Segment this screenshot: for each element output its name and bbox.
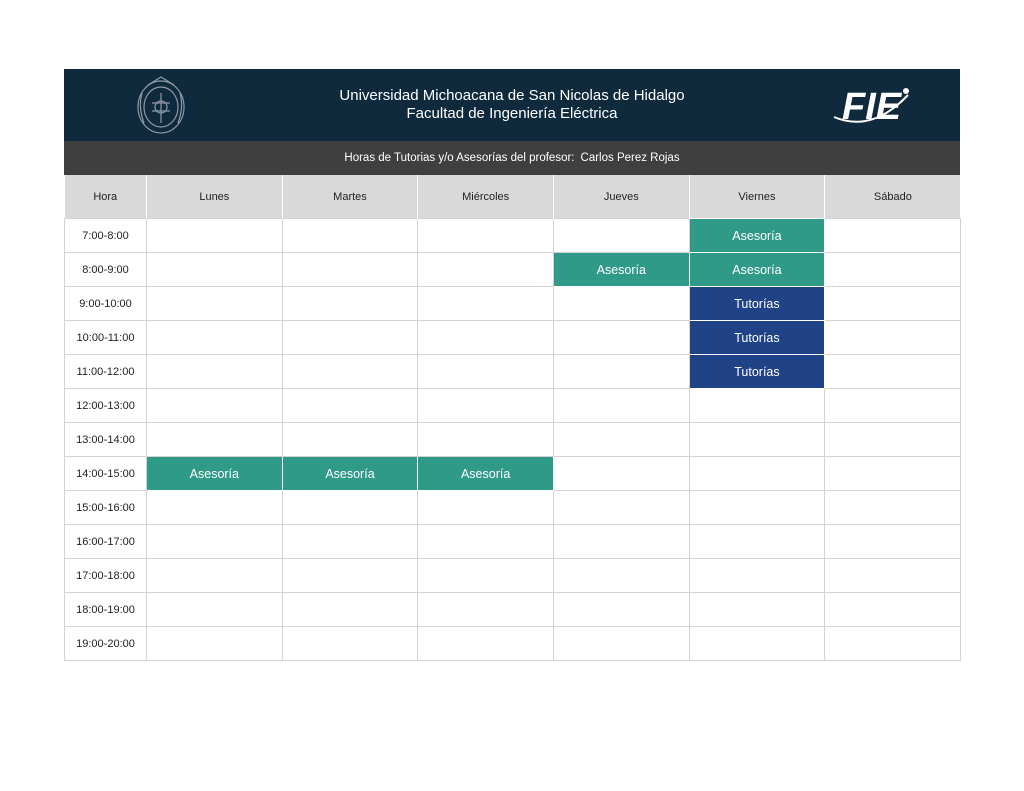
empty-slot [825, 287, 961, 321]
empty-slot [825, 219, 961, 253]
empty-slot [418, 491, 554, 525]
column-header-0: Hora [65, 175, 147, 219]
table-row [65, 525, 961, 559]
empty-slot [825, 593, 961, 627]
empty-slot [282, 627, 418, 661]
professor-name: Carlos Perez Rojas [580, 152, 680, 164]
empty-slot [825, 627, 961, 661]
empty-slot [418, 321, 554, 355]
professor-bar [64, 141, 960, 175]
empty-slot [147, 321, 283, 355]
empty-slot [147, 491, 283, 525]
hour-cell: 10:00-11:00 [65, 321, 147, 355]
hour-cell: 15:00-16:00 [65, 491, 147, 525]
hour-cell: 16:00-17:00 [65, 525, 147, 559]
table-row [65, 219, 961, 253]
empty-slot [147, 559, 283, 593]
schedule-sheet [64, 69, 960, 661]
empty-slot [147, 389, 283, 423]
column-header-5: Viernes [689, 175, 825, 219]
tutoria-slot: Tutorías [689, 287, 825, 321]
empty-slot [553, 219, 689, 253]
empty-slot [282, 423, 418, 457]
empty-slot [418, 389, 554, 423]
professor-label: Horas de Tutorias y/o Asesorías del profesor: [344, 152, 575, 164]
column-header-6: Sábado [825, 175, 961, 219]
hour-cell: 19:00-20:00 [65, 627, 147, 661]
empty-slot [825, 389, 961, 423]
empty-slot [282, 491, 418, 525]
faculty-name: Facultad de Ingeniería Eléctrica [406, 105, 618, 122]
column-header-3: Miércoles [418, 175, 554, 219]
table-row [65, 389, 961, 423]
empty-slot [147, 423, 283, 457]
asesoria-slot: Asesoría [689, 219, 825, 253]
empty-slot [689, 559, 825, 593]
empty-slot [825, 355, 961, 389]
table-row [65, 593, 961, 627]
empty-slot [147, 253, 283, 287]
empty-slot [689, 593, 825, 627]
empty-slot [418, 423, 554, 457]
column-header-4: Jueves [553, 175, 689, 219]
empty-slot [553, 423, 689, 457]
empty-slot [689, 423, 825, 457]
empty-slot [147, 593, 283, 627]
empty-slot [825, 559, 961, 593]
table-row [65, 253, 961, 287]
hour-cell: 17:00-18:00 [65, 559, 147, 593]
fie-logo-text: FIE [842, 86, 902, 128]
empty-slot [418, 287, 554, 321]
empty-slot [418, 559, 554, 593]
table-row [65, 627, 961, 661]
hour-cell: 8:00-9:00 [65, 253, 147, 287]
empty-slot [689, 457, 825, 491]
empty-slot [553, 389, 689, 423]
empty-slot [418, 253, 554, 287]
schedule-table [64, 175, 961, 661]
column-header-2: Martes [282, 175, 418, 219]
empty-slot [689, 491, 825, 525]
fie-logo-icon [832, 77, 912, 133]
empty-slot [553, 491, 689, 525]
university-name: Universidad Michoacana de San Nicolas de Hidalgo [339, 87, 685, 104]
empty-slot [825, 491, 961, 525]
hour-cell: 12:00-13:00 [65, 389, 147, 423]
empty-slot [553, 627, 689, 661]
table-row [65, 423, 961, 457]
empty-slot [825, 423, 961, 457]
empty-slot [825, 321, 961, 355]
empty-slot [147, 627, 283, 661]
hour-cell: 18:00-19:00 [65, 593, 147, 627]
empty-slot [418, 525, 554, 559]
table-row [65, 457, 961, 491]
empty-slot [282, 253, 418, 287]
empty-slot [689, 389, 825, 423]
hour-cell: 11:00-12:00 [65, 355, 147, 389]
empty-slot [553, 355, 689, 389]
asesoria-slot: Asesoría [553, 253, 689, 287]
empty-slot [825, 253, 961, 287]
empty-slot [418, 627, 554, 661]
empty-slot [689, 525, 825, 559]
table-row [65, 355, 961, 389]
asesoria-slot: Asesoría [147, 457, 283, 491]
column-header-1: Lunes [147, 175, 283, 219]
table-row [65, 287, 961, 321]
tutoria-slot: Tutorías [689, 355, 825, 389]
empty-slot [282, 389, 418, 423]
table-header-row [65, 175, 961, 219]
table-row [65, 491, 961, 525]
header-banner [64, 69, 960, 141]
asesoria-slot: Asesoría [689, 253, 825, 287]
empty-slot [418, 593, 554, 627]
empty-slot [147, 525, 283, 559]
hour-cell: 7:00-8:00 [65, 219, 147, 253]
table-body [65, 219, 961, 661]
empty-slot [553, 525, 689, 559]
empty-slot [282, 219, 418, 253]
empty-slot [553, 593, 689, 627]
hour-cell: 14:00-15:00 [65, 457, 147, 491]
empty-slot [689, 627, 825, 661]
empty-slot [147, 287, 283, 321]
asesoria-slot: Asesoría [282, 457, 418, 491]
asesoria-slot: Asesoría [418, 457, 554, 491]
empty-slot [825, 525, 961, 559]
table-row [65, 559, 961, 593]
empty-slot [282, 593, 418, 627]
header-titles [64, 87, 960, 123]
hour-cell: 9:00-10:00 [65, 287, 147, 321]
empty-slot [282, 355, 418, 389]
empty-slot [553, 287, 689, 321]
tutoria-slot: Tutorías [689, 321, 825, 355]
empty-slot [553, 321, 689, 355]
empty-slot [282, 559, 418, 593]
empty-slot [282, 287, 418, 321]
hour-cell: 13:00-14:00 [65, 423, 147, 457]
empty-slot [147, 355, 283, 389]
empty-slot [282, 321, 418, 355]
table-row [65, 321, 961, 355]
empty-slot [282, 525, 418, 559]
empty-slot [553, 559, 689, 593]
empty-slot [418, 355, 554, 389]
empty-slot [553, 457, 689, 491]
empty-slot [825, 457, 961, 491]
empty-slot [147, 219, 283, 253]
empty-slot [418, 219, 554, 253]
